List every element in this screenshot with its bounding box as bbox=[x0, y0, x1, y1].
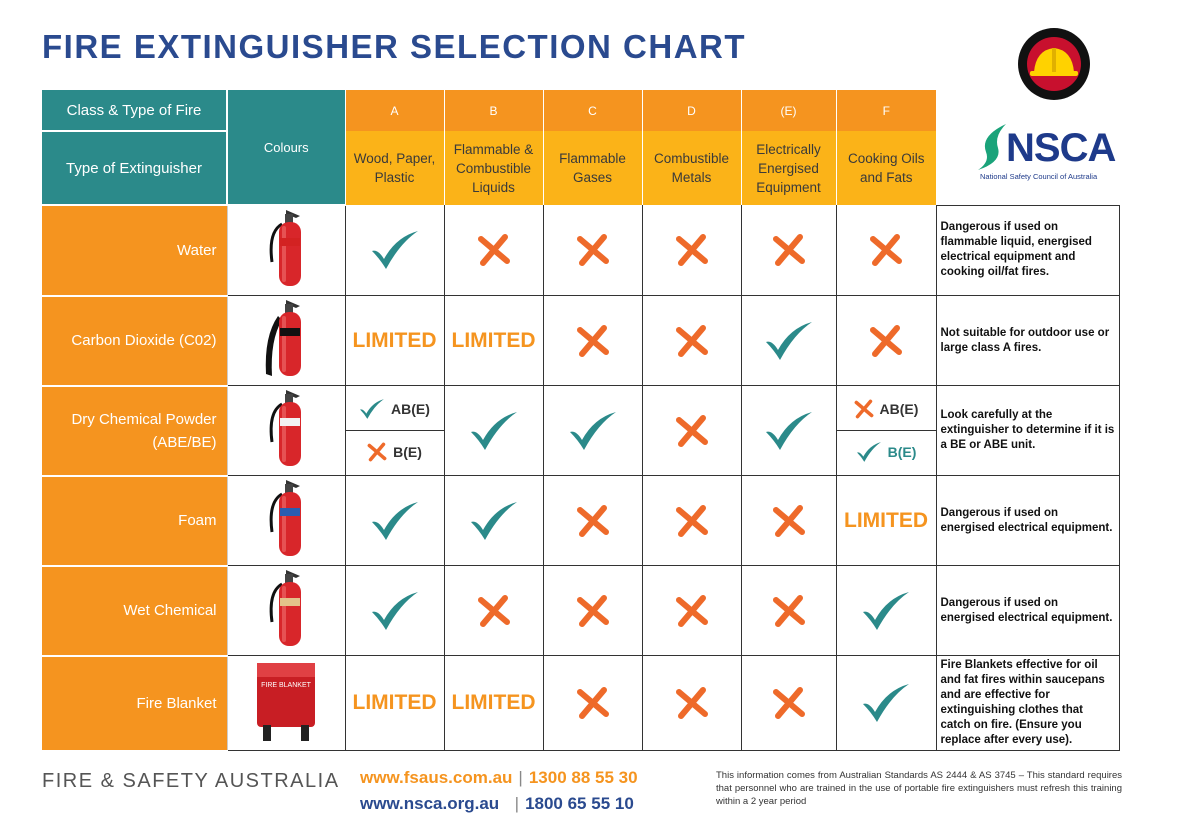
check-icon bbox=[345, 566, 444, 656]
check-icon bbox=[444, 386, 543, 476]
powder-extinguisher-icon bbox=[227, 386, 345, 476]
chart-row bbox=[42, 386, 1119, 476]
footer-company: FIRE & SAFETY AUSTRALIA bbox=[42, 770, 340, 792]
cross-icon bbox=[741, 656, 836, 751]
fire-type-c: Flammable Gases bbox=[543, 131, 642, 205]
cross-icon bbox=[741, 566, 836, 656]
wet-chemical-extinguisher-icon bbox=[227, 566, 345, 656]
check-icon bbox=[345, 476, 444, 566]
check-icon bbox=[836, 656, 936, 751]
fire-type-a: Wood, Paper, Plastic bbox=[345, 131, 444, 205]
check-icon bbox=[741, 296, 836, 386]
colours-header: Colours bbox=[227, 90, 345, 205]
class-header-a: A bbox=[345, 90, 444, 131]
cross-icon bbox=[642, 205, 741, 296]
cross-icon bbox=[543, 566, 642, 656]
nsca-website-link[interactable]: www.nsca.org.au bbox=[360, 794, 500, 813]
cross-icon bbox=[444, 566, 543, 656]
selection-chart-table bbox=[42, 90, 1120, 752]
usage-note: Fire Blankets effective for oil and fat fires within saucepans and are effective for extinguishing clothes that catch on fire. (Ensure you replace after every use). bbox=[936, 656, 1119, 751]
cross-icon bbox=[642, 476, 741, 566]
fire-type-e: Electrically Energised Equipment bbox=[741, 131, 836, 205]
co2-extinguisher-icon bbox=[227, 296, 345, 386]
usage-note: Dangerous if used on flammable liquid, energised electrical equipment and cooking oil/fat fires. bbox=[936, 205, 1119, 296]
chart-row bbox=[42, 476, 1119, 566]
cross-icon bbox=[741, 476, 836, 566]
fire-blanket-icon bbox=[227, 656, 345, 751]
class-header-f: F bbox=[836, 90, 936, 131]
fire-type-f: Cooking Oils and Fats bbox=[836, 131, 936, 205]
extinguisher-name: Water bbox=[42, 205, 227, 296]
footer-contacts: www.fsaus.com.au | 1300 88 55 30 www.nsca.org.au | 1800 65 55 10 bbox=[360, 768, 638, 813]
nsca-wordmark: NSCA bbox=[1006, 126, 1116, 170]
check-icon bbox=[836, 566, 936, 656]
cross-icon bbox=[642, 566, 741, 656]
usage-note: Dangerous if used on energised electrical equipment. bbox=[936, 566, 1119, 656]
check-icon bbox=[345, 205, 444, 296]
check-icon bbox=[543, 386, 642, 476]
cross-icon bbox=[642, 386, 741, 476]
extinguisher-name: Carbon Dioxide (C02) bbox=[42, 296, 227, 386]
extinguisher-name: Fire Blanket bbox=[42, 656, 227, 751]
svg-text:FIRE BLANKET: FIRE BLANKET bbox=[261, 681, 311, 689]
class-type-header: Class & Type of Fire bbox=[42, 90, 227, 131]
limited-label: LIMITED bbox=[345, 296, 444, 386]
chart-row bbox=[42, 205, 1119, 296]
class-header-d: D bbox=[642, 90, 741, 131]
chart-row bbox=[42, 566, 1119, 656]
fire-type-d: Combustible Metals bbox=[642, 131, 741, 205]
class-header-c: C bbox=[543, 90, 642, 131]
usage-note: Look carefully at the extinguisher to determine if it is a BE or ABE unit. bbox=[936, 386, 1119, 476]
cross-icon bbox=[543, 656, 642, 751]
cross-icon bbox=[741, 205, 836, 296]
footer-disclaimer: This information comes from Australian Standards AS 2444 & AS 3745 – This standard requires that personnel who are trained in the use of portable fire extinguishers must refresh this training within a 2 year period bbox=[716, 770, 1122, 807]
cross-icon bbox=[543, 476, 642, 566]
cross-icon bbox=[836, 205, 936, 296]
extinguisher-name: Dry Chemical Powder (ABE/BE) bbox=[42, 386, 227, 476]
limited-label: LIMITED bbox=[444, 296, 543, 386]
split-cell-a: AB(E) B(E) bbox=[345, 386, 444, 476]
cross-icon bbox=[543, 296, 642, 386]
nsca-subtitle: National Safety Council of Australia bbox=[980, 172, 1098, 181]
fsaus-website-link[interactable]: www.fsaus.com.au bbox=[360, 768, 513, 787]
cross-icon bbox=[642, 296, 741, 386]
nsca-phone: 1800 65 55 10 bbox=[525, 794, 634, 813]
cross-icon bbox=[444, 205, 543, 296]
page-title: FIRE EXTINGUISHER SELECTION CHART bbox=[42, 28, 747, 65]
fire-type-b: Flammable & Combustible Liquids bbox=[444, 131, 543, 205]
water-extinguisher-icon bbox=[227, 205, 345, 296]
cross-icon bbox=[543, 205, 642, 296]
split-cell-f: AB(E) B(E) bbox=[836, 386, 936, 476]
limited-label: LIMITED bbox=[444, 656, 543, 751]
class-header-b: B bbox=[444, 90, 543, 131]
usage-note: Not suitable for outdoor use or large class A fires. bbox=[936, 296, 1119, 386]
extinguisher-name: Wet Chemical bbox=[42, 566, 227, 656]
extinguisher-name: Foam bbox=[42, 476, 227, 566]
chart-row bbox=[42, 656, 1119, 751]
check-icon bbox=[741, 386, 836, 476]
cross-icon bbox=[642, 656, 741, 751]
limited-label: LIMITED bbox=[836, 476, 936, 566]
check-icon bbox=[444, 476, 543, 566]
limited-label: LIMITED bbox=[345, 656, 444, 751]
fsaus-phone: 1300 88 55 30 bbox=[528, 768, 638, 787]
cross-icon bbox=[836, 296, 936, 386]
chart-row bbox=[42, 296, 1119, 386]
usage-note: Dangerous if used on energised electrical equipment. bbox=[936, 476, 1119, 566]
foam-extinguisher-icon bbox=[227, 476, 345, 566]
extinguisher-type-header: Type of Extinguisher bbox=[42, 131, 227, 205]
class-header-e: (E) bbox=[741, 90, 836, 131]
